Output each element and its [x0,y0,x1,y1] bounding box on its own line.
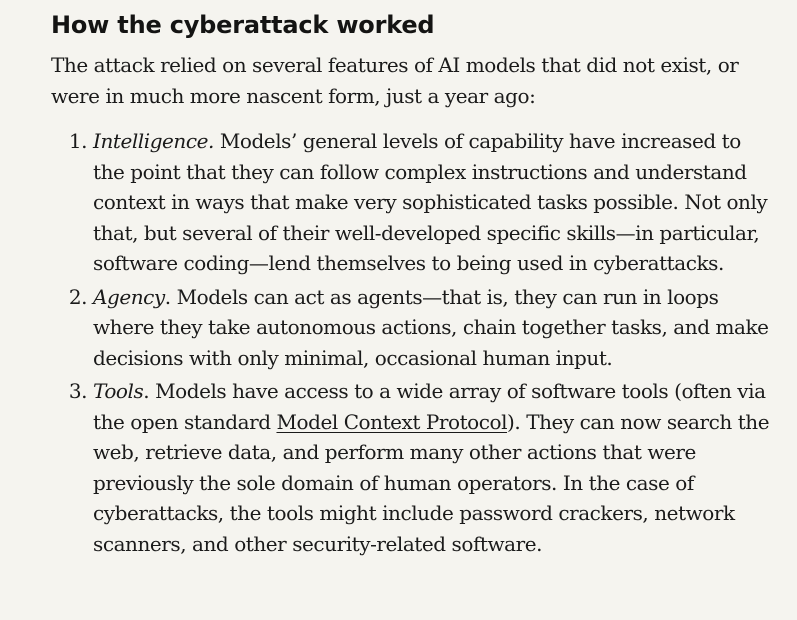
feature-list [51,126,777,559]
model-context-protocol-link[interactable]: Model Context Protocol [276,409,508,434]
section-heading: How the cyberattack worked [51,11,435,39]
item-term: Agency [93,284,165,309]
item-body: . Models can act as agents—that is, they can run in loops where they take autonomous actions, chain together tasks, and make decisions with only minimal, occasional human input. [93,284,769,370]
item-body-after: ). They can now search the web, retrieve data, and perform many other actions that were previously the sole domain of human operators. In the case of cyberattacks, the tools might include password crackers, network scanners, and other security-related software. [93,409,770,556]
item-body: Models’ general levels of capability have increased to the point that they can follow complex instructions and understand context in ways that make very sophisticated tasks possible. Not only that, but several of their well-developed specific skills—in particular, software coding—lend themselves to being used in cyberattacks. [93,129,768,275]
list-item-tools [93,376,777,559]
item-body-before: . Models have access to a wide array of software tools (often via the open standard [93,379,766,434]
list-item-agency [93,282,777,374]
item-term: Tools [93,379,144,403]
list-item-intelligence [93,126,777,279]
intro-paragraph: The attack relied on several features of AI models that did not exist, or were in much more nascent form, just a year ago: [51,53,739,108]
item-term: Intelligence. [93,129,214,153]
